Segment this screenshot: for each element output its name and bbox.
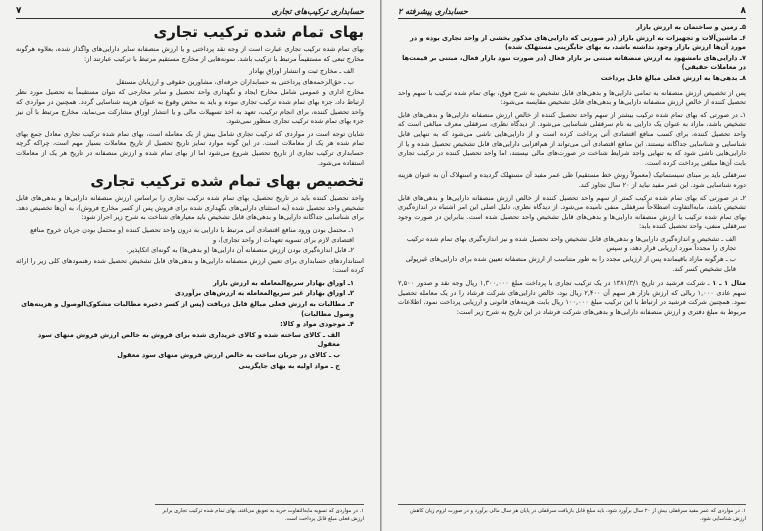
page-right [381, 0, 762, 531]
example-label: مثال ۱ ـ ۱ [712, 279, 746, 288]
example-paragraph [398, 279, 746, 317]
page-header [398, 6, 746, 19]
list-item: ۲ـ قابل اندازه‌گیری بودن ارزش منصفانه آن دارایی‌ها (و بدهی‌ها) به گونه‌ای اتکاپذیر. [126, 246, 354, 255]
page-number: ۷ [16, 6, 22, 16]
running-title: حسابداری ترکیب‌های تجاری [271, 6, 364, 16]
list-item: الف ـ کالای ساخته شده و کالای خریداری شده برای فروش به خالص ارزش فروش منهای سود معقول [37, 330, 340, 349]
list-item: ۳ـ مطالبات به ارزش فعلی مبالغ قابل دریافت (پس از کسر ذخیره مطالبات مشکوک‌الوصول و هزینه‌های وصول مطالبات) [21, 300, 354, 318]
section-heading: تخصیص بهای تمام شده ترکیب تجاری [90, 172, 364, 191]
paragraph: ۲ـ در صورتی که بهای تمام شده ترکیب کمتر از سهم واحد تحصیل کننده از خالص ارزش منصفانه دارایی‌ها و بدهی‌های قابل تشخیص باشد، مابه‌التفاوت اصطلاحاً سرقفلی منفی نامیده می‌شود. از دیدگاه نظری، دلیل اصلی این امر اشتباه در اندازه‌گیری بهای تمام شده ترکیب یا ارزش منصفانه دارایی‌ها و بدهی‌های قابل تشخیص واحد تحصیل شده است. بنابراین در صورت وجود سرقفلی منفی، واحد تحصیل کننده باید: [398, 193, 746, 231]
page-number: ۸ [740, 6, 746, 16]
list-item: ب ـ کالای در جریان ساخت به خالص ارزش فروش منهای سود معقول [117, 351, 340, 360]
paragraph: سرقفلی باید بر مبنای سیستماتیک (معمولاً روش خط مستقیم) طی عمر مفید آن مستهلک گردیده و استهلاک آن به عنوان هزینه دوره شناسایی شود. این عمر مفید نباید از ۲۰ سال تجاوز کند. [398, 171, 746, 189]
paragraph: ۱ـ در صورتی که بهای تمام شده ترکیب بیشتر از سهم واحد تحصیل کننده از خالص ارزش منصفانه دارایی‌ها و بدهی‌های قابل تشخیص باشد، مازاد به عنوان یک دارایی به نام سرقفلی شناسایی می‌شود. از دیدگاه نظری، سرقفلی معرف مبالغی است که واحد تحصیل کننده، برای کسب منافع اقتصادی آتی پرداخت کرده است و از دارایی‌هایی ناشی می‌شود که به تنهایی قابل شناسایی و شناسایی جداگانه نیستند. این منافع اقتصادی آتی می‌تواند از هم‌افزایی دارایی‌های قابل تشخیص تحصیل شده و یا از دارایی‌هایی ناشی شود که به تنهایی واجد شرایط شناخت در صورت‌های مالی نیستند، اما واحد تحصیل کننده در ترکیب تجاری بابت آن‌ها مبلغی پرداخت کرده است. [398, 110, 746, 167]
paragraph: پس از تخصیص ارزش منصفانه به تمامی دارایی‌ها و بدهی‌های قابل تشخیص به شرح فوق، بهای تمام شده ترکیب با سهم واحد تحصیل کننده از خالص ارزش منصفانه دارایی‌ها و بدهی‌های قابل تشخیص مقایسه می‌شود: [398, 88, 746, 107]
paragraph: بهای تمام شده ترکیب تجاری عبارت است از وجه نقد پرداختی و یا ارزش منصفانه سایر دارایی‌های واگذار شده، بعلاوه هرگونه مخارج تبعی که مستقیماً مرتبط با ترکیب باشد. نمونه‌هایی از مخارج مستقیم مرتبط با ترکیب عبارتند از: [16, 45, 364, 63]
paragraph: مخارج اداری و عمومی شامل مخارج ایجاد و نگهداری واحد تحصیل و سایر مخارجی که نتوان مستقیماً به تحصیل مورد نظر ارتباط داد، جزء بهای تمام شده ترکیب تجاری نبوده و باید به محض وقوع به عنوان هزینه شناسایی گردد. همچنین در مواردی که واحد تحصیل کننده، برای انجام ترکیب، تعهد به اخذ تسهیلات مالی و یا انتشار اوراق مشارکت می‌نماید، مخارج مرتبط با آن نیز جزء بهای تمام شده ترکیب تجاری منظور نمی‌شود. [16, 88, 364, 126]
list-item: ۵ـ زمین و ساختمان به ارزش بازار [636, 23, 746, 31]
list-item: الف ـ مخارج ثبت و انتشار اوراق بهادار [249, 67, 354, 76]
section-heading: بهای تمام شده ترکیب تجاری [153, 23, 364, 41]
running-title: حسابداری پیشرفته ۲ [398, 6, 468, 16]
list-item: ۸ـ بدهی‌ها به ارزش فعلی مبالغ قابل پرداخت [600, 73, 746, 82]
paragraph: واحد تحصیل کننده باید در تاریخ تحصیل، بهای تمام شده ترکیب تجاری را براساس ارزش منصفانه دارایی‌ها و بدهی‌های قابل تشخیص واحد تحصیل شده (به استثنای دارایی‌های نگهداری شده برای فروش پس از کسر مخارج فروش)، به آن‌ها تخصیص دهد. برای شناسایی جداگانه دارایی‌ها و بدهی‌های قابل تشخیص باید معیارهای شناخت به شرح زیر احراز شود: [16, 194, 364, 222]
page-header [16, 6, 364, 19]
footnote: ۱. در مواردی که تسویه مابه‌التفاوت خرید به تعویق می‌افتد، بهای تمام شده ترکیب تجاری برابر ارزش فعلی مبلغ قابل پرداخت است. [155, 504, 364, 523]
list-item: ب ـ هرگونه مازاد باقیمانده پس از ارزیابی مجدد را به طور متناسب از ارزش منصفانه تعیین شده برای دارایی‌های غیرپولی قابل تشخیص کسر کند. [405, 255, 736, 273]
page-left [0, 0, 381, 531]
list-item: ۱ـ محتمل بودن ورود منافع اقتصادی آتی مرتبط با دارایی به درون واحد تحصیل کننده (و محتمل بودن جریان خروج منافع اقتصادی لازم برای تسویه تعهدات از واحد تجاری)، و [30, 225, 354, 244]
footnote: ۱. در مواردی که عمر مفید سرقفلی بیش از ۲۰ سال برآورد شود، باید مبلغ قابل بازیافت سرقفلی در پایان هر سال مالی برآورد و در صورت لزوم زیان کاهش ارزش شناسایی شود. [398, 504, 746, 523]
list-item: ۶ـ ماشین‌آلات و تجهیزات به ارزش بازار (در صورتی که دارایی‌های مذکور بخشی از واحد تجاری بوده و در مورد آن‌ها ارزش بازار وجود نداشته باشد، به بهای جایگزینی مستهلک شده) [409, 33, 746, 52]
list-item: ۷ـ دارایی‌های نامشهود به ارزش منصفانه مبتنی بر بازار فعال (در صورت نبود بازار فعال، مبتنی بر قیمت‌ها در معاملات حقیقی) [402, 53, 746, 72]
list-item: ۱ـ اوراق بهادار سریع‌المعامله به ارزش بازار [212, 278, 354, 287]
example-text: ـ شرکت فرشید در تاریخ ۱۳۸۱/۳/۱ در یک ترکیب تجاری با پرداخت مبلغ ۱,۳۰۰,۰۰۰ ریال وجه نقد و صدور ۲,۵۰۰ سهم عادی ۱,۰۰۰ ریالی که ارزش بازار هر سهم آن ۲,۴۰۰ ریال بود، خالص دارایی‌های شرکت فرشاد را در یک معامله تحصیل نمود. همچنین شرکت فرشید در ارتباط با این ترکیب مبلغ ۱۰۰,۰۰۰ ریال بابت هزینه‌های قانونی و ارزیابی پرداخت نمود. اطلاعات مربوط به مبلغ دفتری و ارزش منصفانه دارایی‌ها و بدهی‌های شرکت فرشاد در این تاریخ به شرح زیر است: [398, 279, 747, 317]
list-item: الف ـ تشخیص و اندازه‌گیری دارایی‌ها و بدهی‌های قابل تشخیص واحد تحصیل شده و نیز اندازه‌گیری بهای تمام شده ترکیب تجاری را مجدداً مورد ارزیابی قرار دهد، و سپس [406, 234, 736, 253]
list-item: ج ـ مواد اولیه به بهای جایگزینی [238, 361, 340, 370]
list-item: ۴ـ موجودی مواد و کالا: [280, 320, 354, 329]
paragraph: شایان توجه است در مواردی که ترکیب تجاری شامل بیش از یک معامله است، بهای تمام شده ترکیب تجاری معادل جمع بهای تمام شده هر یک از معاملات است. در این گونه موارد تمایز تاریخ تحصیل از تاریخ معاملات بسیار مهم است، چراکه گرچه حسابداری ترکیب تجاری از تاریخ تحصیل شروع می‌شود اما از بهای تمام شده و ارزش منصفانه در تاریخ هر یک از معاملات استفاده می‌شود. [16, 129, 364, 167]
list-item: ب ـ حق‌الزحمه‌های پرداختی به حسابداران حرفه‌ای، مشاورین حقوقی و ارزیابان مستقل [116, 77, 354, 86]
paragraph: استانداردهای حسابداری برای تعیین ارزش منصفانه دارایی‌ها و بدهی‌های قابل تشخیص تحصیل شده رهنمودهای کلی زیر را ارائه کرده است: [16, 256, 364, 275]
list-item: ۲ـ اوراق بهادار غیر سریع‌المعامله به ارزش‌های برآوردی [174, 289, 354, 298]
